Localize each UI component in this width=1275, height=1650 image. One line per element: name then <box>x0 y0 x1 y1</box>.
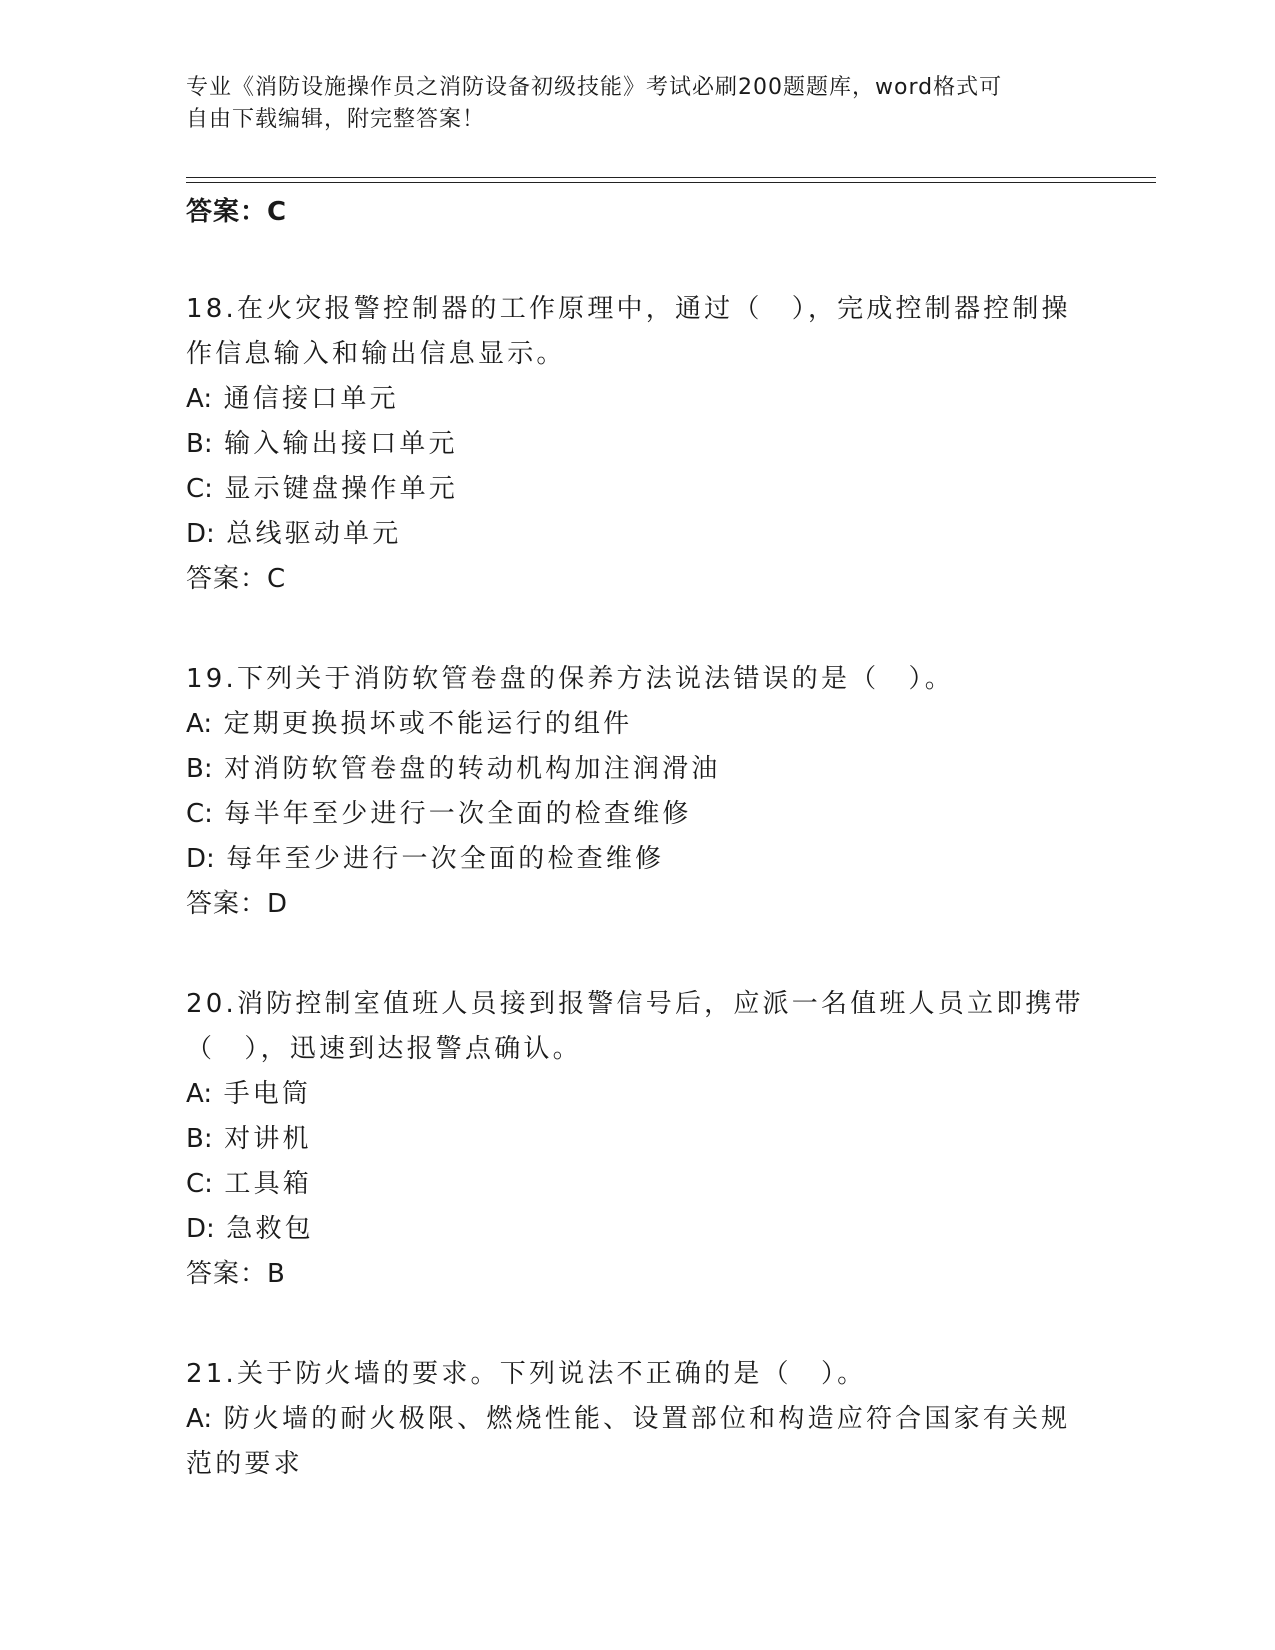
option-d <box>186 837 1086 882</box>
option-b <box>186 422 1086 467</box>
option-text: 总线驱动单元 <box>226 519 402 549</box>
question-text: 18.在火灾报警控制器的工作原理中，通过（ ），完成控制器控制操作信息输入和输出信息显示。 <box>186 294 1071 369</box>
option-text: 急救包 <box>226 1214 314 1244</box>
option-key: B: <box>186 1124 213 1154</box>
option-d <box>186 512 1086 557</box>
question-18 <box>186 287 1086 601</box>
option-text: 每半年至少进行一次全面的检查维修 <box>224 799 692 829</box>
question-answer: 答案：B <box>186 1259 286 1289</box>
option-text: 输入输出接口单元 <box>224 429 458 459</box>
question-21 <box>186 1352 1086 1487</box>
question-answer: 答案：C <box>186 564 287 594</box>
option-text: 每年至少进行一次全面的检查维修 <box>226 844 665 874</box>
option-key: C: <box>186 1169 213 1199</box>
option-text: 显示键盘操作单元 <box>224 474 458 504</box>
document-header <box>186 72 1086 136</box>
header-divider-bottom <box>186 182 1156 183</box>
question-list <box>186 190 1086 1487</box>
option-key: A: <box>186 384 213 414</box>
option-c <box>186 792 1086 837</box>
option-key: C: <box>186 474 213 504</box>
option-key: A: <box>186 709 213 739</box>
question-text: 21.关于防火墙的要求。下列说法不正确的是（ ）。 <box>186 1359 867 1389</box>
option-c <box>186 1162 1086 1207</box>
option-text: 定期更换损坏或不能运行的组件 <box>223 709 633 739</box>
option-text: 对消防软管卷盘的转动机构加注润滑油 <box>224 754 721 784</box>
option-d <box>186 1207 1086 1252</box>
option-key: D: <box>186 844 215 874</box>
option-b <box>186 747 1086 792</box>
option-text: 通信接口单元 <box>223 384 399 414</box>
header-line-2: 自由下载编辑，附完整答案！ <box>186 107 486 132</box>
option-key: D: <box>186 1214 215 1244</box>
option-text: 手电筒 <box>223 1079 312 1109</box>
option-key: A: <box>186 1404 213 1434</box>
option-a <box>186 1397 1086 1487</box>
previous-answer: 答案：C <box>186 197 288 227</box>
option-key: B: <box>186 429 213 459</box>
option-key: A: <box>186 1079 213 1109</box>
option-text: 对讲机 <box>224 1124 312 1154</box>
option-c <box>186 467 1086 512</box>
question-text: 19.下列关于消防软管卷盘的保养方法说法错误的是（ ）。 <box>186 664 954 694</box>
option-a <box>186 377 1086 422</box>
option-key: D: <box>186 519 215 549</box>
option-text: 防火墙的耐火极限、燃烧性能、设置部位和构造应符合国家有关规范的要求 <box>186 1404 1071 1479</box>
question-answer: 答案：D <box>186 889 289 919</box>
header-line-1: 专业《消防设施操作员之消防设备初级技能》考试必刷200题题库，word格式可 <box>186 75 1003 100</box>
option-key: B: <box>186 754 213 784</box>
header-divider-top <box>186 177 1156 178</box>
option-text: 工具箱 <box>224 1169 312 1199</box>
option-a <box>186 702 1086 747</box>
option-b <box>186 1117 1086 1162</box>
question-19 <box>186 657 1086 926</box>
question-20 <box>186 982 1086 1296</box>
option-key: C: <box>186 799 213 829</box>
option-a <box>186 1072 1086 1117</box>
question-text: 20.消防控制室值班人员接到报警信号后，应派一名值班人员立即携带（ ），迅速到达报警点确认。 <box>186 989 1084 1064</box>
